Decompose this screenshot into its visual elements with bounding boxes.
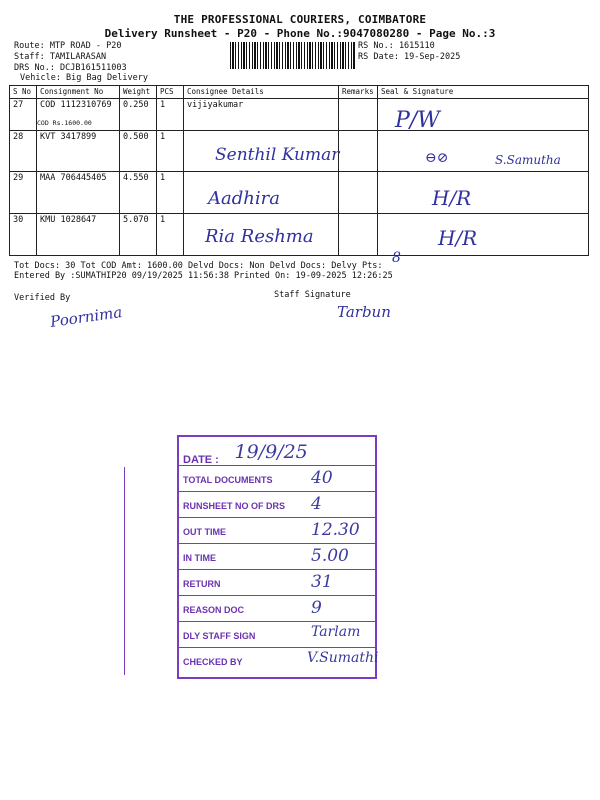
consignment-cell: KVT 3417899 (37, 131, 120, 172)
table-header-row (10, 86, 589, 99)
consignment-cell: MAA 706445405 (37, 172, 120, 214)
remarks-cell (339, 99, 378, 131)
stamp-value: 12.30 (311, 520, 360, 540)
seal-signature-27: P/W (395, 108, 440, 133)
remarks-cell (339, 214, 378, 256)
runsheet-header: Delivery Runsheet - P20 - Phone No.:9047080280 - Page No.:3 (104, 27, 496, 40)
weight-cell: 0.250 (120, 99, 157, 131)
pcs-cell: 1 (157, 172, 184, 214)
seal-cell (378, 172, 589, 214)
company-title: THE PROFESSIONAL COURIERS, COIMBATORE (173, 13, 427, 26)
stamp-date-value: 19/9/25 (234, 441, 308, 463)
stamp-value: V.Sumathi (307, 650, 379, 666)
stamp-value: 31 (311, 572, 333, 592)
stamp-value: Tarlam (311, 624, 361, 640)
stamp-label: RUNSHEET NO OF DRS (183, 501, 286, 511)
handwritten-consignee-28: Senthil Kumar (215, 145, 340, 165)
office-stamp (177, 435, 377, 679)
handwritten-consignee-30: Ria Reshma (205, 226, 314, 247)
sno-cell: 27 (10, 99, 37, 131)
seal-cell (378, 214, 589, 256)
staff-signature-label: Staff Signature (274, 290, 351, 300)
rs-date: RS Date: 19-Sep-2025 (358, 52, 461, 62)
remarks-cell (339, 172, 378, 214)
verified-signature: Poornima (49, 303, 124, 331)
totals-line: Tot Docs: 30 Tot COD Amt: 1600.00 Delvd Docs: Non Delvd Docs: Delvy Pts: (14, 261, 383, 271)
col-consignment: Consignment No (37, 86, 120, 99)
stamp-label: RETURN (183, 579, 221, 589)
stamp-label: REASON DOC (183, 605, 245, 615)
seal-signature-29: H/R (432, 186, 472, 210)
weight-cell: 5.070 (120, 214, 157, 256)
col-remarks: Remarks (339, 86, 378, 99)
col-pcs: PCS (157, 86, 184, 99)
stamp-date-row (183, 441, 308, 465)
consignment-cell (37, 99, 120, 131)
rs-number: RS No.: 1615110 (358, 41, 435, 51)
col-sno: S No (10, 86, 37, 99)
drs-info: DRS No.: DCJB161511003 (14, 63, 127, 73)
stamp-label: OUT TIME (183, 527, 226, 537)
vehicle-info: Vehicle: Big Bag Delivery (20, 73, 148, 83)
stamp-date-label: DATE : (183, 454, 219, 466)
stamp-label: DLY STAFF SIGN (183, 631, 256, 641)
stamp-row (179, 647, 379, 676)
route-info: Route: MTP ROAD - P20 (14, 41, 122, 51)
table-row (10, 99, 589, 131)
handwritten-consignee-29: Aadhira (208, 188, 280, 209)
stamp-label: CHECKED BY (183, 657, 243, 667)
cod-note: COD Rs.1600.00 (37, 119, 92, 127)
pcs-cell: 1 (157, 131, 184, 172)
col-weight: Weight (120, 86, 157, 99)
entered-by-line: Entered By :SUMATHIP20 09/19/2025 11:56:38 Printed On: 19-09-2025 12:26:25 (14, 271, 393, 281)
pcs-cell: 1 (157, 214, 184, 256)
stamp-value: 9 (311, 598, 322, 618)
pcs-cell: 1 (157, 99, 184, 131)
col-seal: Seal & Signature (378, 86, 589, 99)
remarks-cell (339, 131, 378, 172)
seal-signature-30: H/R (438, 226, 478, 250)
barcode (230, 42, 355, 69)
staff-info: Staff: TAMILARASAN (14, 52, 107, 62)
consignment-value: COD 1112310769 (40, 100, 112, 110)
stamp-value: 40 (311, 468, 333, 488)
stamp-label: TOTAL DOCUMENTS (183, 475, 273, 485)
table-row (10, 172, 589, 214)
staff-signature: Tarbun (337, 303, 391, 321)
sno-cell: 29 (10, 172, 37, 214)
seal-signature-28: ⊖⊘ (425, 150, 449, 166)
consignee-cell: vijiyakumar (184, 99, 339, 131)
weight-cell: 4.550 (120, 172, 157, 214)
consignment-cell: KMU 1028647 (37, 214, 120, 256)
weight-cell: 0.500 (120, 131, 157, 172)
stamp-divider (124, 467, 125, 675)
seal-name-28: S.Samutha (495, 153, 561, 167)
sno-cell: 28 (10, 131, 37, 172)
stamp-label: IN TIME (183, 553, 216, 563)
non-delivered-count: 8 (392, 250, 401, 266)
verified-by-label: Verified By (14, 293, 71, 303)
sno-cell: 30 (10, 214, 37, 256)
col-consignee: Consignee Details (184, 86, 339, 99)
stamp-value: 4 (311, 494, 322, 514)
stamp-value: 5.00 (311, 546, 349, 566)
